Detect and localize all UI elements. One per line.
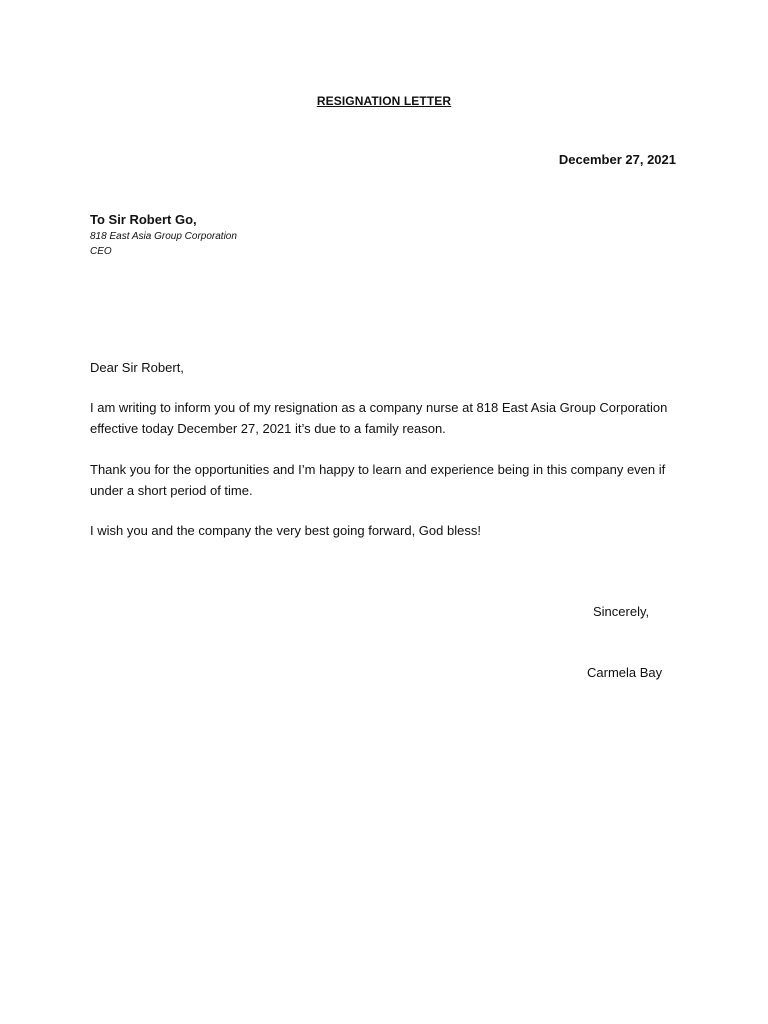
recipient-position: CEO xyxy=(90,246,112,257)
body-paragraph-2: Thank you for the opportunities and I’m happy to learn and experience being in this company even if under a short period of time. xyxy=(90,462,666,498)
body-paragraph-3: I wish you and the company the very best going forward, God bless! xyxy=(90,523,481,538)
salutation: Dear Sir Robert, xyxy=(90,360,184,375)
letter-date: December 27, 2021 xyxy=(558,152,676,167)
recipient-block xyxy=(90,211,237,259)
recipient-name: To Sir Robert Go, xyxy=(90,212,197,227)
body-paragraph-1: I am writing to inform you of my resignation as a company nurse at 818 East Asia Group Corporation effective today December 27, 2021 it’s due to a family reason. xyxy=(90,400,668,436)
closing: Sincerely, xyxy=(593,604,650,619)
signature-name: Carmela Bay xyxy=(587,665,663,680)
letter-title: RESIGNATION LETTER xyxy=(316,94,452,108)
recipient-company: 818 East Asia Group Corporation xyxy=(90,231,237,242)
